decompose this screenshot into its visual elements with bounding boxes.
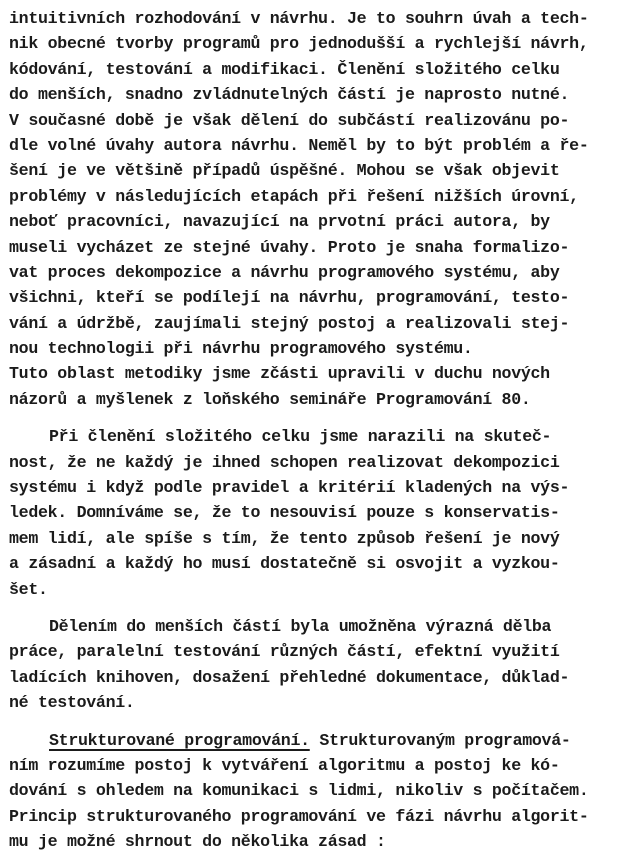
text-line: dování s ohledem na komunikaci s lidmi, nikoliv s počítačem.: [9, 781, 589, 801]
text-line: neboť pracovníci, navazující na prvotní práci autora, by: [9, 212, 550, 232]
text-line: systému i když podle pravidel a kritérií kladených na výs-: [9, 478, 570, 498]
text-line: Při členění složitého celku jsme narazili na skuteč-: [49, 427, 552, 447]
text-line: problémy v následujících etapách při řešení nižších úrovní,: [9, 186, 579, 206]
text-line: a zásadní a každý ho musí dostatečně si osvojit a vyzkou-: [9, 554, 560, 574]
paragraph-decomposition: [9, 424, 626, 602]
text-line: ledek. Domníváme se, že to nesouvisí pouze s konservatis-: [9, 503, 560, 523]
text-line: mem lidí, ale spíše s tím, že tento způsob řešení je nový: [9, 528, 560, 548]
paragraph-continuation: [9, 6, 626, 412]
text-line: nost, že ne každý je ihned schopen realizovat dekompozici: [9, 452, 560, 472]
text-line: Dělením do menších částí byla umožněna výrazná dělba: [49, 616, 552, 636]
text-line: ladících knihoven, dosažení přehledné dokumentace, důklad-: [9, 667, 570, 687]
paragraph-structured-programming: [9, 728, 626, 854]
paragraph-benefits: [9, 614, 626, 716]
heading-line-rest: Strukturovaným programová-: [309, 730, 571, 750]
text-line: práce, paralelní testování různých částí, efektní využití: [9, 642, 560, 662]
text-line: všichni, kteří se podílejí na návrhu, programování, testo-: [9, 288, 570, 308]
text-line: vání a údržbě, zaujímali stejný postoj a realizovali stej-: [9, 313, 570, 333]
text-line: dle volné úvahy autora návrhu. Neměl by to být problém a ře-: [9, 135, 589, 155]
text-line: kódování, testování a modifikaci. Členění složitého celku: [9, 59, 560, 79]
text-line: intuitivních rozhodování v návrhu. Je to souhrn úvah a tech-: [9, 9, 589, 28]
text-line: šet.: [9, 579, 48, 599]
text-line: Princip strukturovaného programování ve fázi návrhu algorit-: [9, 806, 589, 826]
text-line: šení je ve většině případů úspěšné. Mohou se však objevit: [9, 161, 560, 181]
text-line: nik obecné tvorby programů pro jednodušší a rychlejší návrh,: [9, 34, 589, 54]
text-line: V současné době je však dělení do subčástí realizovánu po-: [9, 110, 570, 130]
text-line: názorů a myšlenek z loňského semináře Programování 80.: [9, 389, 531, 409]
text-line-with-heading: [9, 728, 626, 753]
text-line: Tuto oblast metodiky jsme zčásti upravili v duchu nových: [9, 364, 550, 384]
text-line: mu je možné shrnout do několika zásad :: [9, 832, 386, 852]
text-line: museli vycházet ze stejné úvahy. Proto je snaha formalizo-: [9, 237, 570, 257]
text-line: ním rozumíme postoj k vytváření algoritmu a postoj ke kó-: [9, 755, 560, 775]
text-line: vat proces dekompozice a návrhu programového systému, aby: [9, 262, 560, 282]
text-line: né testování.: [9, 693, 135, 713]
text-line: do menších, snadno zvládnutelných částí je naprosto nutné.: [9, 85, 570, 105]
text-line: nou technologii při návrhu programového systému.: [9, 339, 473, 359]
section-heading: Strukturované programování.: [49, 730, 310, 750]
